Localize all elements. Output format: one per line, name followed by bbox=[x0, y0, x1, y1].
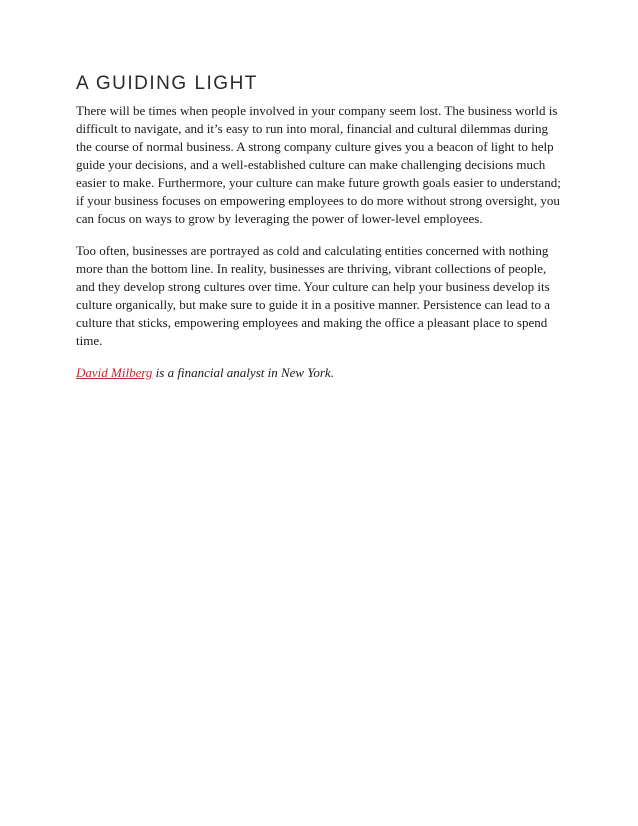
paragraph-culture-guidance: There will be times when people involved in your company seem lost. The business world is difficult to navigate, and it’s easy to run into moral, financial and cultural dilemmas during the course of normal business. A strong company culture gives you a beacon of light to help guide your decisions, and a well-established culture can make challenging decisions much easier to make. Furthermore, your culture can make future growth goals easier to understand; if your business focuses on empowering employees to do more without strong oversight, you can focus on ways to grow by leveraging the power of lower-level employees. bbox=[76, 103, 561, 226]
byline-text: is a financial analyst in New York. bbox=[152, 365, 334, 380]
paragraph-business-perception: Too often, businesses are portrayed as cold and calculating entities concerned with nothing more than the bottom line. In reality, businesses are thriving, vibrant collections of people, and they develop strong cultures over time. Your culture can help your business develop its culture organically, but make sure to guide it in a positive manner. Persistence can lead to a culture that sticks, empowering employees and making the office a pleasant place to spend time. bbox=[76, 243, 550, 348]
article-heading: A GUIDING LIGHT bbox=[76, 73, 258, 94]
author-byline bbox=[76, 364, 564, 382]
author-link[interactable]: David Milberg bbox=[76, 365, 153, 380]
article-body bbox=[76, 72, 564, 382]
